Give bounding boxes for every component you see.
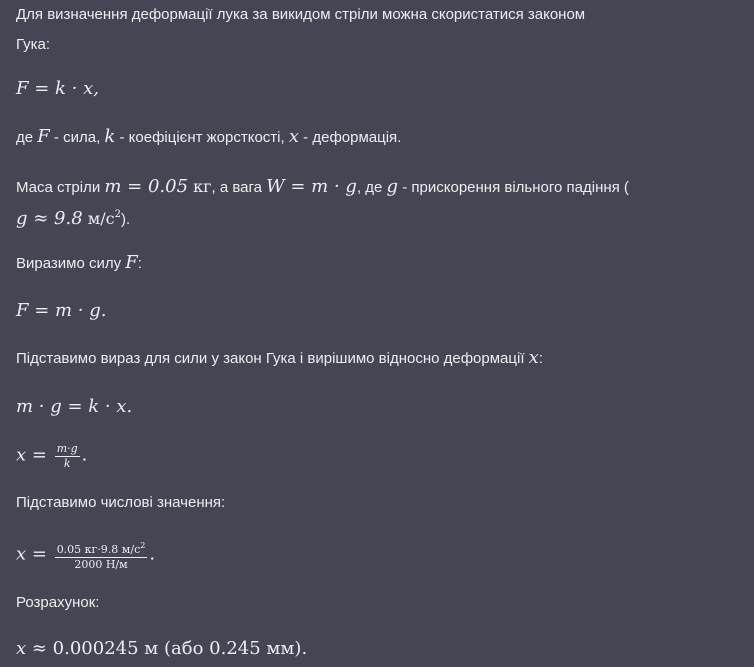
equation-2-end: . <box>81 444 88 466</box>
equation-2-lhs: x = <box>16 444 53 466</box>
definitions-text-3: - коефіцієнт жорсткості, <box>115 129 289 146</box>
definitions-line <box>16 126 401 149</box>
result-rhs: ≈ 0.000245 м (або 0.245 мм). <box>26 638 308 659</box>
intro-line-2: Гука: <box>16 36 51 53</box>
force-formula-text: F = m · g. <box>16 300 107 321</box>
fraction-numerator: m·g <box>56 442 78 455</box>
symbol-x: x <box>288 126 300 147</box>
equation-2 <box>16 443 87 470</box>
substitute-text: Підставимо вираз для сили у закон Гука і вирішимо відносно деформації <box>16 350 529 367</box>
symbol-g: g <box>386 176 399 197</box>
substitute-line <box>16 347 543 370</box>
fraction-denominator: 2000 Н/м <box>74 558 128 571</box>
gravity-unit: м/с <box>82 209 115 228</box>
formula-rhs: k · x, <box>55 78 99 99</box>
weight-expression: W = m · g <box>266 176 357 197</box>
equation-1-text: m · g = k · x. <box>16 396 133 417</box>
gravity-close: ). <box>120 211 131 228</box>
mass-unit: кг <box>188 177 212 196</box>
formula-lhs: F <box>16 78 29 99</box>
symbol-x: x <box>528 347 539 368</box>
express-force-colon: : <box>137 255 142 272</box>
gravity-text: - прискорення вільного падіння ( <box>398 179 629 196</box>
gravity-unit-power: 2 <box>114 209 121 220</box>
fraction-denominator: k <box>63 457 71 470</box>
fraction-numerator: 0.05 кг·9.8 м/с <box>56 543 141 556</box>
force-formula <box>16 300 107 323</box>
equation-1 <box>16 396 132 419</box>
definitions-text-2: - сила, <box>49 129 105 146</box>
formula-equals: = <box>28 78 56 99</box>
fraction-numeric <box>55 540 148 571</box>
hooke-law-formula <box>16 78 99 101</box>
fraction-numerator-power: 2 <box>140 541 146 550</box>
mass-expression: m = 0.05 <box>104 176 189 197</box>
symbol-k: k <box>104 126 116 147</box>
fraction-m-g-over-k <box>55 443 80 470</box>
definitions-text-1: де <box>16 129 38 146</box>
numeric-values-heading: Підставимо числові значення: <box>16 494 226 511</box>
symbol-F: F <box>125 252 138 273</box>
equation-3-lhs: x = <box>16 543 53 565</box>
symbol-F: F <box>37 126 50 147</box>
equation-3-end: . <box>149 543 156 565</box>
gravity-expression: g ≈ 9.8 <box>16 208 83 229</box>
where-text: , де <box>356 179 387 196</box>
mass-text: Маса стріли <box>16 179 105 196</box>
mass-weight-line-1 <box>16 176 629 199</box>
result-lhs: x <box>16 638 27 659</box>
weight-text: , а вага <box>211 179 267 196</box>
equation-3 <box>16 540 155 571</box>
mass-weight-line-2 <box>16 204 130 231</box>
substitute-colon: : <box>538 350 543 367</box>
intro-line-1: Для визначення деформації лука за викидом стріли можна скористатися законом <box>16 6 586 23</box>
calculation-heading: Розрахунок: <box>16 594 100 611</box>
definitions-text-4: - деформація. <box>299 129 402 146</box>
result-line <box>16 638 307 661</box>
express-force-line <box>16 252 142 275</box>
express-force-text: Виразимо силу <box>16 255 126 272</box>
